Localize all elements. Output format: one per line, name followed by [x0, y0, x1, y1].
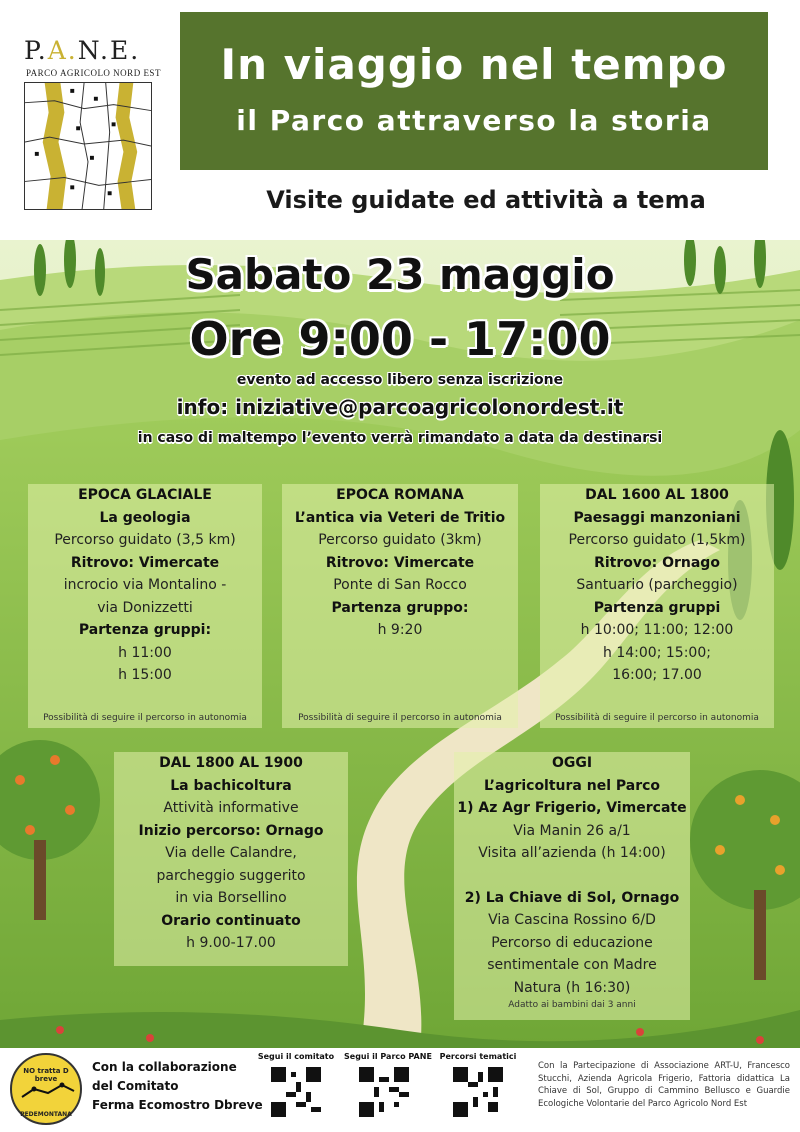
event-date: Sabato 23 maggio	[185, 250, 615, 299]
card-type: Percorso guidato (1,5km)	[568, 532, 746, 548]
card-theme: Paesaggi manzoniani	[573, 509, 741, 526]
card-hours-label: Orario continuato	[161, 912, 301, 929]
card-era: EPOCA GLACIALE	[78, 487, 212, 503]
card-place: in via Borsellino	[175, 890, 287, 906]
collab-line: Con la collaborazione	[92, 1060, 237, 1074]
qr-code-icon[interactable]	[271, 1067, 321, 1117]
qr-code-icon[interactable]	[359, 1067, 409, 1117]
banner-panel	[180, 12, 768, 170]
farm2-address: Via Cascina Rossino 6/D	[488, 912, 656, 928]
card-meet-label: Ritrovo: Vimercate	[325, 554, 475, 571]
card-time: h 14:00; 15:00;	[603, 644, 711, 661]
card-meet-place: via Donizzetti	[97, 599, 193, 616]
card-era: DAL 1600 AL 1800	[585, 487, 729, 503]
card-bachicoltura	[114, 752, 348, 966]
card-start-label: Partenza gruppo:	[331, 599, 469, 616]
card-start-label: Inizio percorso: Ornago	[138, 822, 324, 839]
qr-label: Segui il comitato	[257, 1052, 335, 1061]
card-meet-place: Ponte di San Rocco	[333, 577, 467, 593]
collaboration-text	[92, 1058, 263, 1115]
card-meet-label: Ritrovo: Vimercate	[70, 554, 220, 571]
farm2-description: Percorso di educazione	[491, 934, 653, 951]
card-meet-label: Ritrovo: Ornago	[594, 554, 720, 571]
card-type: Attività informative	[163, 800, 299, 816]
card-time: 16:00; 17.00	[612, 667, 702, 683]
free-access-text: evento ad accesso libero senza iscrizione	[236, 372, 564, 388]
card-time: h 10:00; 11:00; 12:00	[580, 622, 734, 638]
card-type: Percorso guidato (3,5 km)	[54, 532, 236, 548]
farm2-description: Natura (h 16:30)	[513, 979, 631, 996]
qr-parco-pane[interactable]	[344, 1052, 432, 1121]
park-map-icon	[24, 82, 152, 210]
card-note: Possibilità di seguire il percorso in autonomia	[555, 713, 759, 723]
card-note: Possibilità di seguire il percorso in autonomia	[43, 713, 247, 723]
farm2-note: Adatto ai bambini dai 3 anni	[508, 1000, 636, 1010]
farm1-address: Via Manin 26 a/1	[513, 822, 631, 839]
info-email[interactable]: info: iniziative@parcoagricolonordest.it	[176, 395, 624, 419]
page-title: In viaggio nel tempo	[220, 40, 728, 89]
logo	[0, 0, 172, 240]
collab-line: Ferma Ecomostro Dbreve	[92, 1098, 263, 1112]
card-epoca-romana	[282, 484, 518, 728]
card-era: EPOCA ROMANA	[336, 487, 464, 503]
qr-percorsi-tematici[interactable]	[438, 1052, 518, 1121]
farm2-name: 2) La Chiave di Sol, Ornago	[464, 889, 680, 906]
card-hours: h 9.00-17.00	[186, 935, 276, 951]
tagline: Visite guidate ed attività a tema	[266, 186, 706, 214]
weather-notice: in caso di maltempo l’evento verrà rimandato a data da destinarsi	[137, 430, 663, 446]
no-pedemontana-badge	[10, 1053, 82, 1125]
event-time: Ore 9:00 - 17:00	[189, 312, 611, 366]
badge-top-text: NO tratta D breve	[23, 1067, 69, 1083]
farm1-visit: Visita all’azienda (h 14:00)	[478, 845, 666, 861]
logo-title: P.A.N.E.	[24, 36, 141, 65]
card-time: h 15:00	[118, 667, 172, 683]
collab-line: del Comitato	[92, 1079, 179, 1093]
page-subtitle: il Parco attraverso la storia	[236, 104, 712, 137]
card-note: Possibilità di seguire il percorso in autonomia	[298, 713, 502, 723]
card-era: OGGI	[551, 755, 593, 771]
logo-subtitle: PARCO AGRICOLO NORD EST	[26, 68, 161, 78]
card-era: DAL 1800 AL 1900	[159, 755, 303, 771]
card-paesaggi-manzoniani	[540, 484, 774, 728]
route-icon	[14, 1077, 82, 1107]
card-type: Percorso guidato (3km)	[318, 532, 482, 548]
card-meet-place: Santuario (parcheggio)	[576, 577, 738, 593]
farm2-description: sentimentale con Madre	[487, 957, 657, 973]
card-place: parcheggio suggerito	[156, 867, 306, 884]
qr-comitato[interactable]	[256, 1052, 336, 1121]
credits-text: Con la Partecipazione di Associazione ART-U, Francesco Stucchi, Azienda Agricola Frigerio, Fattoria didattica La Chiave di Sol, Gruppo di Cammino Bellusco e Guardie Ecologiche Volontarie del Parco Agricolo Nord Est	[538, 1061, 790, 1109]
card-start-label: Partenza gruppi:	[78, 622, 212, 638]
card-place: Via delle Calandre,	[165, 845, 297, 861]
card-start-label: Partenza gruppi	[593, 599, 721, 616]
card-meet-place: incrocio via Montalino -	[63, 577, 227, 593]
card-theme: L’antica via Veteri de Tritio	[294, 509, 506, 526]
badge-bottom-text: PEDEMONTANA	[20, 1111, 72, 1118]
card-theme: L’agricoltura nel Parco	[483, 777, 661, 794]
card-oggi	[454, 752, 690, 1020]
qr-label: Segui il Parco PANE	[344, 1052, 432, 1061]
card-time: h 9:20	[377, 622, 423, 638]
card-time: h 11:00	[118, 644, 172, 661]
card-theme: La geologia	[99, 509, 191, 526]
card-epoca-glaciale	[28, 484, 262, 728]
card-theme: La bachicoltura	[170, 777, 292, 794]
qr-label: Percorsi tematici	[439, 1052, 517, 1061]
header-banner	[172, 0, 800, 180]
qr-code-icon[interactable]	[453, 1067, 503, 1117]
footer	[0, 1048, 800, 1132]
farm1-name: 1) Az Agr Frigerio, Vimercate	[457, 800, 687, 816]
